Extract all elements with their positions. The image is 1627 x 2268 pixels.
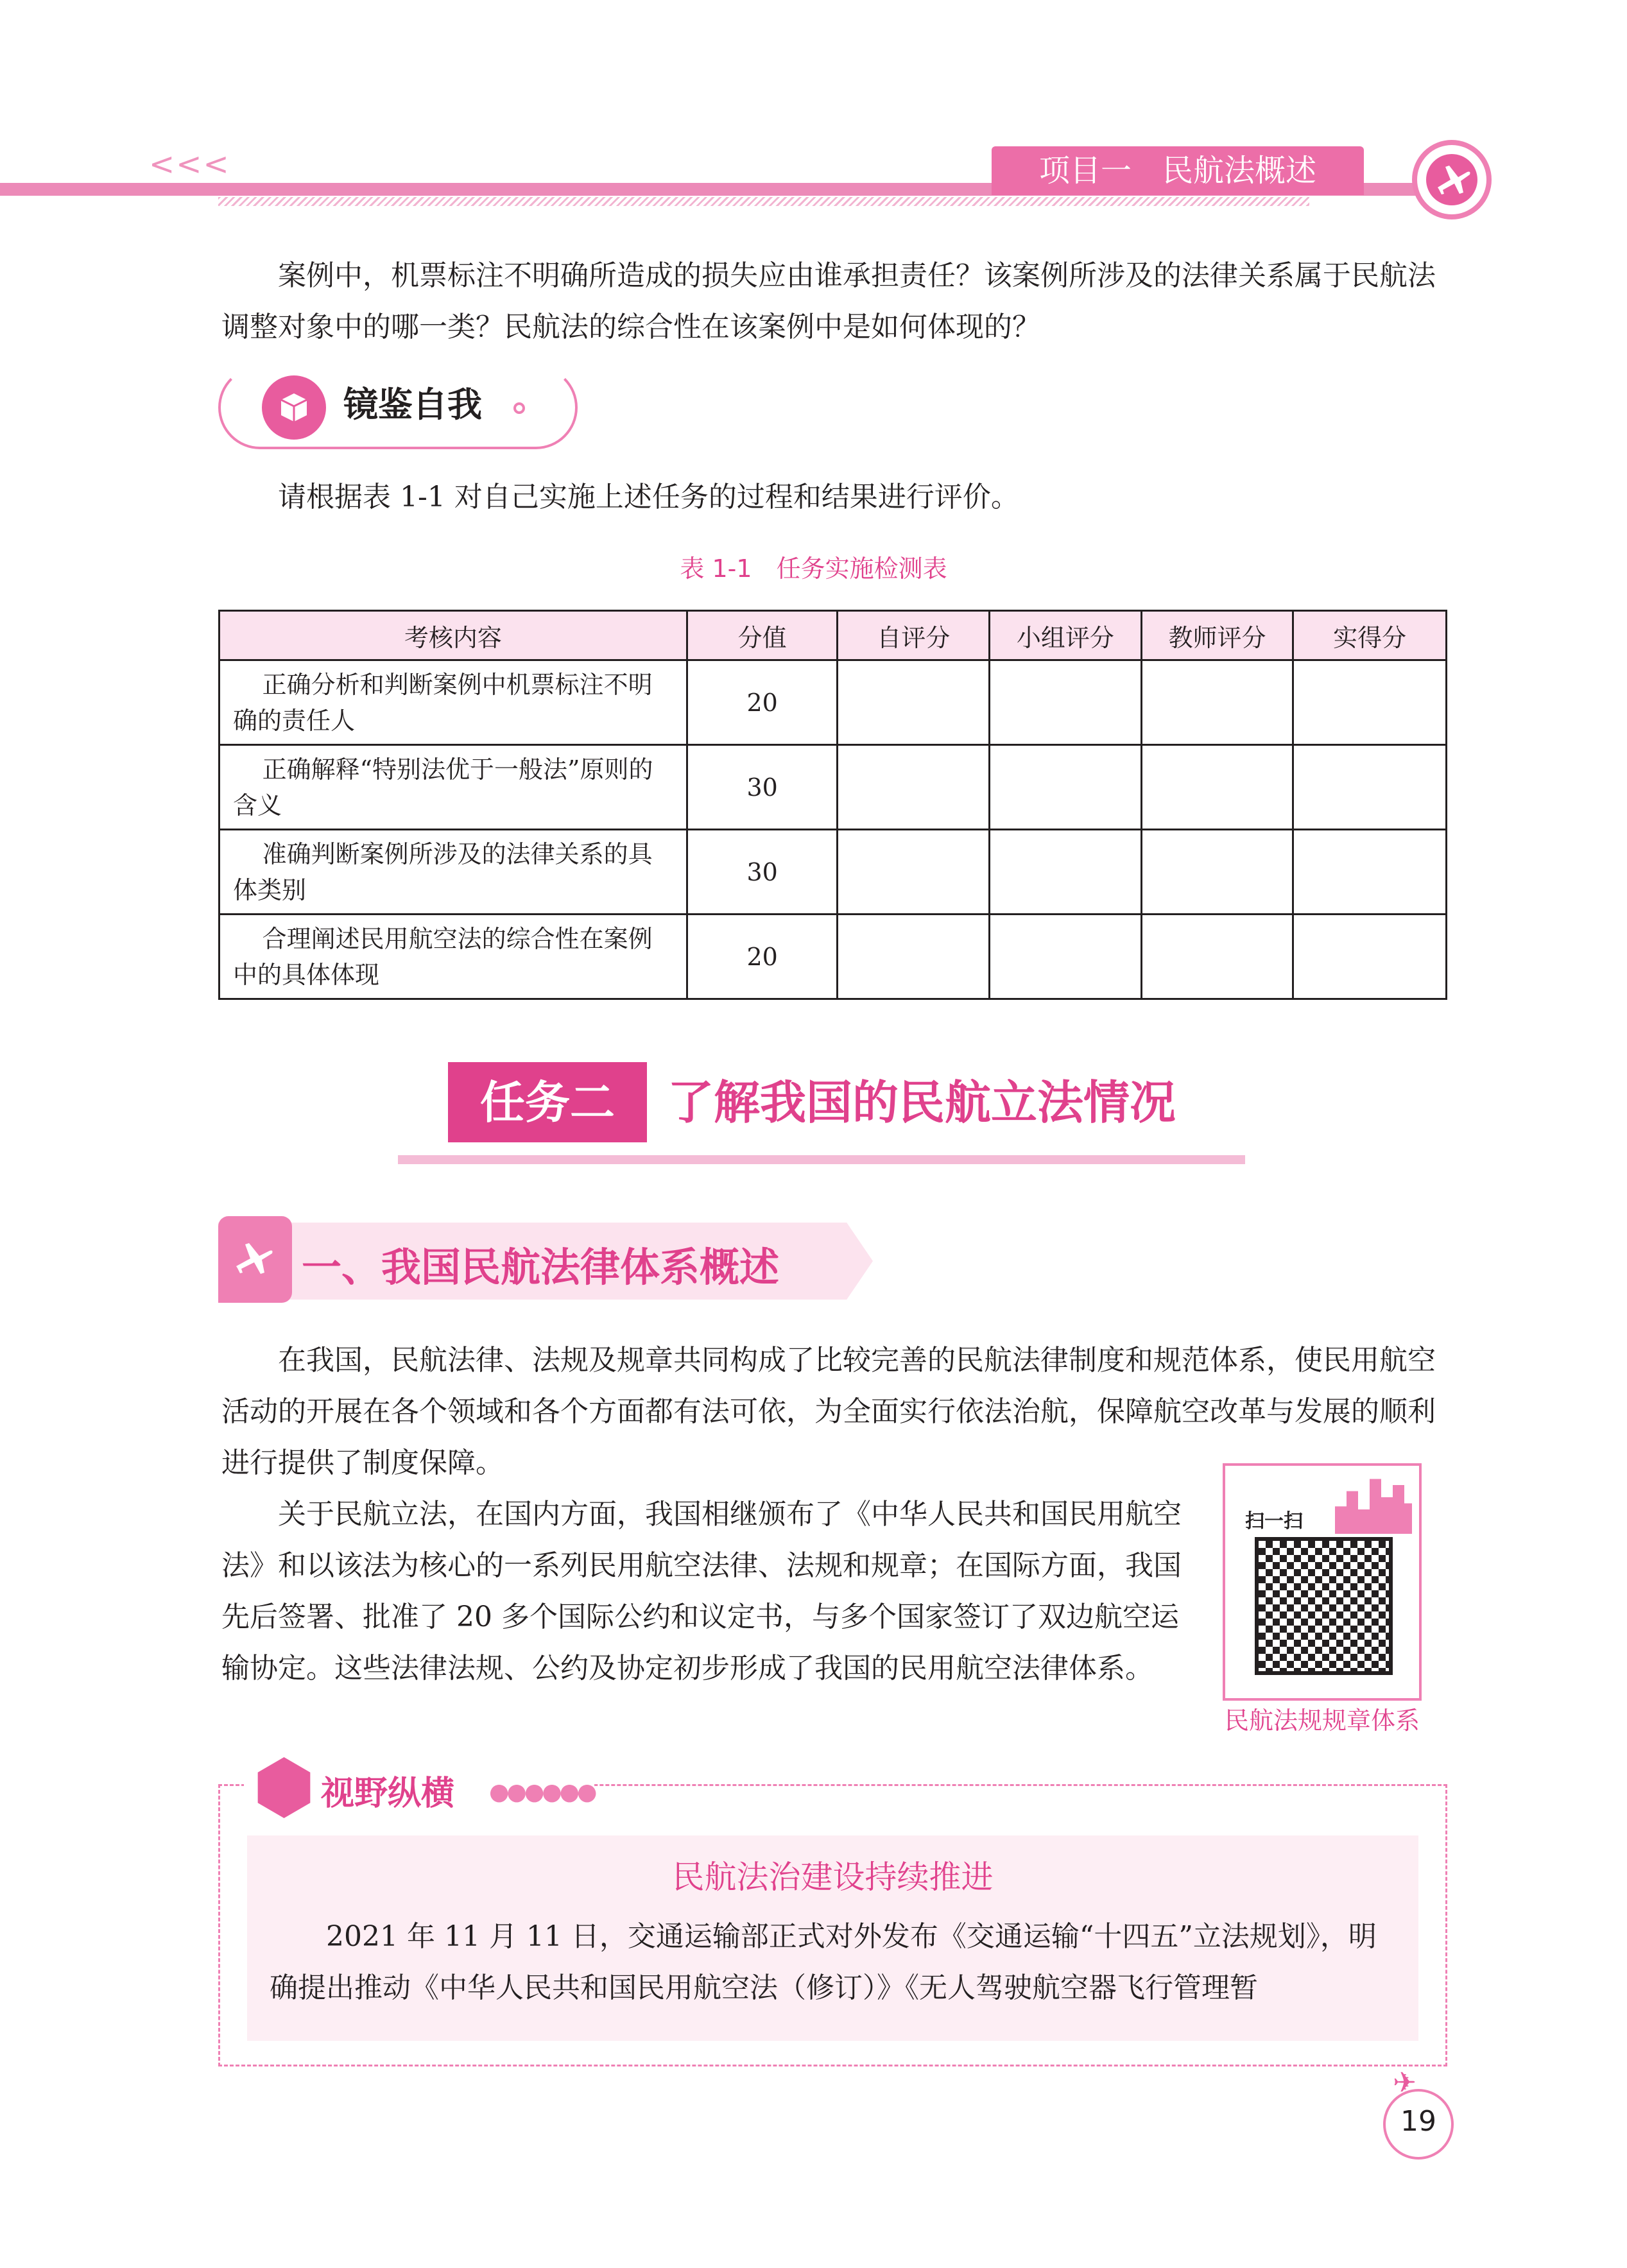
table-header: 实得分 (1293, 611, 1447, 660)
table-score: 30 (687, 830, 838, 915)
page-number: 19 (1400, 2105, 1436, 2138)
final-score-cell[interactable] (1293, 745, 1447, 830)
table-item: 正确解释“特别法优于一般法”原则的含义 (220, 745, 687, 830)
section-paragraph-1: 在我国，民航法律、法规及规章共同构成了比较完善的民航法律制度和规范体系，使民用航空活动的开展在各个领域和各个方面都有法可依，为全面实行依法治航，保障航空改革与发展的顺利进行提供了制度保障。 (221, 1344, 1436, 1479)
table-row (220, 660, 1447, 745)
qr-caption: 民航法规规章体系 (1224, 1706, 1420, 1735)
table-item: 合理阐述民用航空法的综合性在案例中的具体体现 (220, 915, 687, 999)
table-score: 20 (687, 915, 838, 999)
final-score-cell[interactable] (1293, 915, 1447, 999)
section-title: 一、我国民航法律体系概述 (302, 1244, 780, 1291)
table-caption: 表 1-1 任务实施检测表 (680, 554, 947, 583)
self-score-cell[interactable] (838, 745, 990, 830)
table-header: 考核内容 (220, 611, 687, 660)
outlook-box-title: 民航法治建设持续推进 (672, 1859, 994, 1896)
table-header: 自评分 (838, 611, 990, 660)
qr-scan-label: 扫一扫 (1245, 1510, 1303, 1533)
table-header: 教师评分 (1141, 611, 1293, 660)
section-paragraph-2: 关于民航立法，在国内方面，我国相继颁布了《中华人民共和国民用航空法》和以该法为核心的一系列民用航空法律、法规和规章；在国际方面，我国先后签署、批准了 20 多个国际公约和议定书，与多个国家签订了双边航空运输协定。这些法律法规、公约及协定初步形成了我国的民用航空法律体系。 (221, 1498, 1182, 1685)
teacher-score-cell[interactable] (1141, 830, 1293, 915)
table-item: 正确分析和判断案例中机票标注不明确的责任人 (220, 660, 687, 745)
final-score-cell[interactable] (1293, 660, 1447, 745)
final-score-cell[interactable] (1293, 830, 1447, 915)
outlook-title: 视野纵横 (321, 1774, 455, 1813)
assessment-table (218, 610, 1447, 1000)
task-title: 了解我国的民航立法情况 (667, 1075, 1176, 1130)
teacher-score-cell[interactable] (1141, 660, 1293, 745)
table-score: 20 (687, 660, 838, 745)
table-header: 分值 (687, 611, 838, 660)
table-row (220, 915, 1447, 999)
header-chevron-mark: <<< (149, 146, 230, 182)
airplane-icon (1412, 140, 1492, 219)
table-score: 30 (687, 745, 838, 830)
teacher-score-cell[interactable] (1141, 745, 1293, 830)
box-icon (262, 375, 326, 440)
outlook-text: 2021 年 11 月 11 日，交通运输部正式对外发布《交通运输“十四五”立法规划》，明确提出推动《中华人民共和国民用航空法（修订）》《无人驾驶航空器飞行管理暂 (270, 1920, 1377, 2004)
table-item: 准确判断案例所涉及的法律关系的具体类别 (220, 830, 687, 915)
group-score-cell[interactable] (990, 915, 1142, 999)
table-header: 小组评分 (990, 611, 1142, 660)
group-score-cell[interactable] (990, 660, 1142, 745)
header-hatch (218, 197, 1309, 206)
self-check-instruction: 请根据表 1-1 对自己实施上述任务的过程和结果进行评价。 (278, 481, 1019, 513)
case-question: 案例中，机票标注不明确所造成的损失应由谁承担责任？该案例所涉及的法律关系属于民航法调整对象中的哪一类？民航法的综合性在该案例中是如何体现的？ (221, 259, 1436, 343)
airplane-icon: ✈ (1393, 2066, 1416, 2099)
qr-code[interactable] (1255, 1537, 1393, 1675)
table-row (220, 830, 1447, 915)
teacher-score-cell[interactable] (1141, 915, 1293, 999)
task-underline (398, 1155, 1245, 1164)
table-row (220, 745, 1447, 830)
outlook-dots: ●●●●●● (489, 1779, 595, 1805)
self-score-cell[interactable] (838, 660, 990, 745)
self-score-cell[interactable] (838, 915, 990, 999)
group-score-cell[interactable] (990, 830, 1142, 915)
table-header-row (220, 611, 1447, 660)
task-label: 任务二 (448, 1062, 647, 1142)
header-chapter-tab: 项目一 民航法概述 (992, 146, 1364, 195)
self-score-cell[interactable] (838, 830, 990, 915)
group-score-cell[interactable] (990, 745, 1142, 830)
airplane-icon (218, 1216, 292, 1303)
self-check-dot (513, 402, 525, 414)
self-check-title: 镜鉴自我 (343, 384, 482, 425)
